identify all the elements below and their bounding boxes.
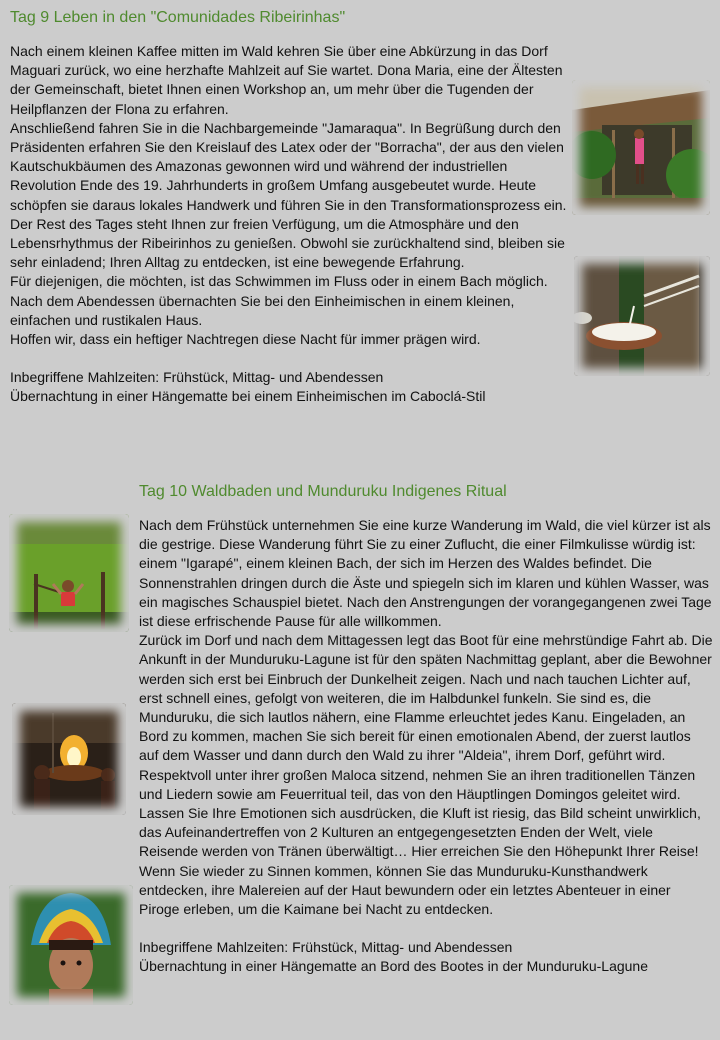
- day9-paragraph-5: Nach dem Abendessen übernachten Sie bei den Einheimischen in einem kleinen, einfachen und rustikalen Haus.: [10, 292, 515, 328]
- day10-lodging: Übernachtung in einer Hängematte an Bord des Bootes in der Munduruku-Lagune: [139, 958, 648, 975]
- day9-body: [10, 42, 576, 407]
- day9-title: Tag 9 Leben in den "Comunidades Ribeirinhas": [10, 9, 346, 26]
- day9-paragraph-6: Hoffen wir, dass ein heftiger Nachtregen diese Nacht für immer prägen wird.: [10, 331, 481, 348]
- day10-paragraph-3: Wenn Sie wieder zu Sinnen kommen, können Sie das Munduruku-Kunsthandwerk entdecken, ihre Malereien auf der Haut bewundern oder ein letztes Abenteuer in einer Piroge erleben, um die Kaimane bei Nacht zu entdecken.: [139, 862, 671, 918]
- day10-body: [139, 516, 713, 977]
- day9-paragraph-4: Für diejenigen, die möchten, ist das Schwimmen im Fluss oder in einem Bach möglich.: [10, 273, 548, 290]
- igarape-stream-photo: [9, 514, 129, 632]
- day9-meals: Inbegriffene Mahlzeiten: Frühstück, Mittag- und Abendessen: [10, 369, 384, 386]
- day9-paragraph-2: Anschließend fahren Sie in die Nachbargemeinde "Jamaraqua". In Begrüßung durch den Präsidenten erfahren Sie den Kreislauf des Latex oder der "Borracha", der aus den vielen Kautschukbäumen des Amazonas gewonnen wird und während der industriellen Revolution Ende des 19. Jahrhunderts in großem Umfang ausgebeutet wurde. Heute schöpfen sie daraus lokales Handwerk und führen Sie in den Transformationsprozess ein.: [10, 119, 567, 213]
- day9-lodging: Übernachtung in einer Hängematte bei einem Einheimischen im Caboclá-Stil: [10, 388, 486, 405]
- rubber-tree-latex-photo: [574, 256, 710, 376]
- fire-ritual-photo: [12, 703, 126, 815]
- day9-paragraph-1: Nach einem kleinen Kaffee mitten im Wald kehren Sie über eine Abkürzung in das Dorf Maguari zurück, wo eine herzhafte Mahlzeit auf Sie wartet. Dona Maria, eine der Ältesten der Gemeinschaft, bietet Ihnen einen Workshop an, um mehr über die Tugenden der Heilpflanzen der Flona zu erfahren.: [10, 43, 563, 117]
- day10-paragraph-1: Nach dem Frühstück unternehmen Sie eine kurze Wanderung im Wald, die viel kürzer ist als die gestrige. Diese Wanderung führt Sie zu einer Zuflucht, die einer Filmkulisse würdig ist: einem "Igarapé", einem kleinen Bach, der sich im Herzen des Waldes befindet. Die Sonnenstrahlen dringen durch die Äste und spiegeln sich im klaren und kühlen Wasser, was ein magisches Schauspiel bietet. Nach den Anstrengungen der vorangegangenen zwei Tage ist diese erfrischende Pause für alle willkommen.: [139, 517, 712, 630]
- day10-title: Tag 10 Waldbaden und Munduruku Indigenes Ritual: [139, 483, 507, 500]
- munduruku-child-photo: [9, 885, 133, 1005]
- day9-paragraph-3: Der Rest des Tages steht Ihnen zur freien Verfügung, um die Atmosphäre und den Lebensrhythmus der Ribeirinhos zu genießen. Obwohl sie zurückhaltend sind, bleiben sie sehr einladend; Ihren Alltag zu entdecken, ist eine bewegende Erfahrung.: [10, 215, 565, 271]
- day10-meals: Inbegriffene Mahlzeiten: Frühstück, Mittag- und Abendessen: [139, 939, 513, 956]
- village-house-photo: [572, 80, 710, 215]
- day10-paragraph-2: Zurück im Dorf und nach dem Mittagessen legt das Boot für eine mehrstündige Fahrt ab. Die Ankunft in der Munduruku-Lagune ist für den späten Nachmittag geplant, aber die Bewohner werden sich erst bei Einbruch der Dunkelheit zeigen. Nach und nach tauchen Lichter auf, erst schnell eines, gefolgt von weiteren, die im Halbdunkel funkeln. Sie sind es, die Munduruku, die sich lautlos nähern, eine Flamme erleuchtet jedes Kanu. Eingeladen, an Bord zu kommen, machen Sie sich bereit für einen emotionalen Abend, der zuerst lautlos auf dem Wasser und dann durch den Wald zu ihrer "Aldeia", ihrem Dorf, geführt wird. Respektvoll unter ihrer großen Maloca sitzend, nehmen Sie an ihren traditionellen Tänzen und Liedern sowie am Feuerritual teil, das von den Häuptlingen Domingos geleitet wird. Lassen Sie Ihre Emotionen sich ausdrücken, die Kluft ist riesig, das Bild scheint unwirklich, das Aufeinandertreffen von 2 Kulturen an entgegengesetzten Enden der Welt, viele Reisende werden von Tränen überwältigt… Hier erreichen Sie den Höhepunkt Ihrer Reise!: [139, 632, 713, 860]
